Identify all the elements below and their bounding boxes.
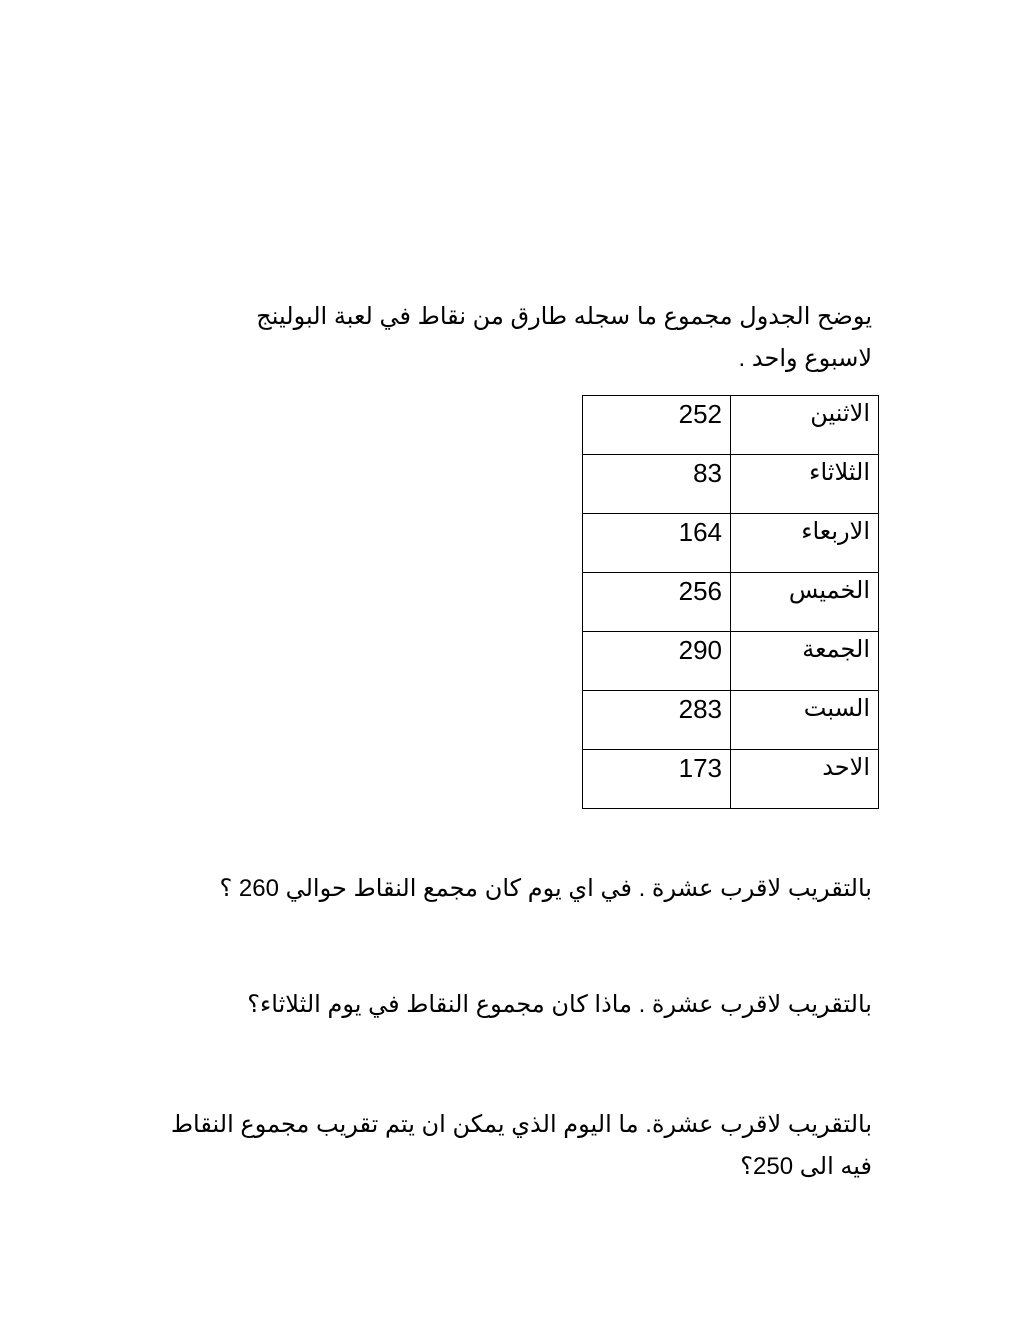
points-cell: 164 (583, 514, 731, 573)
points-cell: 283 (583, 691, 731, 750)
day-cell: الاثنين (731, 396, 879, 455)
day-cell: الخميس (731, 573, 879, 632)
day-cell: الاربعاء (731, 514, 879, 573)
day-cell: الثلاثاء (731, 455, 879, 514)
day-cell: الجمعة (731, 632, 879, 691)
day-cell: السبت (731, 691, 879, 750)
points-cell: 173 (583, 750, 731, 809)
points-cell: 83 (583, 455, 731, 514)
intro-paragraph: يوضح الجدول مجموع ما سجله طارق من نقاط في لعبة البولينج لاسبوع واحد . (256, 303, 872, 372)
points-cell: 252 (583, 396, 731, 455)
table-row (583, 455, 879, 514)
question-3: بالتقريب لاقرب عشرة. ما اليوم الذي يمكن ان يتم تقريب مجموع النقاط فيه الى 250؟ (170, 1111, 872, 1180)
table-row (583, 750, 879, 809)
table-row (583, 691, 879, 750)
table-row (583, 573, 879, 632)
points-cell: 256 (583, 573, 731, 632)
points-cell: 290 (583, 632, 731, 691)
table-row (583, 396, 879, 455)
table-row (583, 514, 879, 573)
bowling-scores-table (582, 395, 879, 809)
day-cell: الاحد (731, 750, 879, 809)
table-row (583, 632, 879, 691)
question-1: بالتقريب لاقرب عشرة . في اي يوم كان مجمع النقاط حوالي 260 ؟ (219, 875, 872, 902)
question-2: بالتقريب لاقرب عشرة . ماذا كان مجموع النقاط في يوم الثلاثاء؟ (247, 991, 872, 1018)
